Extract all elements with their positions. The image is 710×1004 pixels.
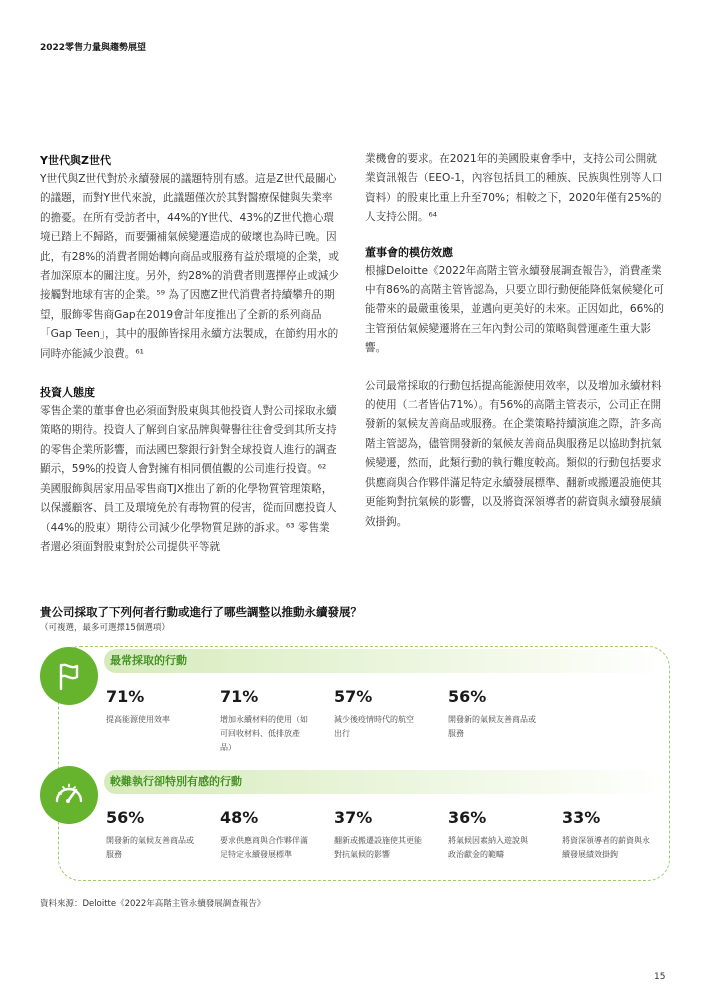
stat-percent: 56%: [106, 808, 145, 827]
stat-item: [334, 687, 414, 741]
stat-item: [220, 687, 308, 755]
stat-description: 開發新的氣候友善商品或服務: [448, 715, 536, 738]
stat-item: [106, 808, 194, 862]
actions-paragraph: 公司最常採取的行動包括提高能源使用效率，以及增加永續材料的使用（二者皆佔71%）。有56%的高階主管表示，公司正在開發新的氣候友善商品或服務。在企業策略持續演進之際，許多高階主管認為，儘管開發新的氣候友善商品與服務足以協助對抗氣候變遷，然而，此類行動的執行難度較高。類似的行動包括要求供應商與合作夥伴滿足特定永續發展標準、翻新或搬遷設施使其更能夠對抗氣候的影響，以及將資深領導者的薪資與永續發展績效掛鉤。: [365, 379, 662, 528]
stat-percent: 71%: [220, 687, 259, 706]
source-note: 資料來源：Deloitte《2022年高階主管永續發展調查報告》: [40, 899, 266, 909]
section-heading-board: 董事會的模仿效應: [365, 245, 453, 259]
survey-title: 貴公司採取了下列何者行動或進行了哪些調整以推動永續發展？: [40, 605, 362, 619]
section-body-investors: 零售企業的董事會也必須面對股東與其他投資人對公司採取永續策略的期待。投資人了解到自家品牌與聲譽往往會受到其所支持的零售企業所影響，而法國巴黎銀行針對全球投資人進行的調查顯示，59%的投資人會對擁有相同價值觀的公司進行投資。⁶² 美國服飾與居家用品零售商TJX推出了新的化學物質管理策略，以保護顧客、員工及環境免於有毒物質的侵害，從而回應投資人（44%的股東）期待公司減少化學物質足跡的訴求。⁶³ 零售業者還必須面對股東對於公司提供平等就: [40, 405, 337, 553]
survey-note: （可複選，最多可選擇15個選項）: [40, 623, 170, 633]
stat-percent: 37%: [334, 808, 373, 827]
stat-item: [562, 808, 654, 862]
section-body-gen-yz: Y世代與Z世代對於永續發展的議題特別有感。這是Z世代最關心的議題，而對Y世代來說，此議題僅次於其對醫療保健與失業率的擔憂。在所有受訪者中，44%的Y世代、43%的Z世代擔心環境已踏上不歸路，而要彌補氣候變遷造成的破壞也為時已晚。因此，有28%的消費者開始轉向商品或服務有益於環境的企業，或者加深原本的關注度。另外，約28%的消費者則選擇停止或減少接觸對地球有害的企業。⁵⁹ 為了因應Z世代消費者持續攀升的期望，服飾零售商Gap在2019會計年度推出了全新的系列商品「Gap Teen」，其中的服飾皆採用永續方法製成，在節約用水的同時亦能減少浪費。⁶¹: [40, 173, 339, 360]
stat-percent: 56%: [448, 687, 487, 706]
group-label-hard-impactful: 較難執行卻特別有感的行動: [104, 770, 664, 794]
page-number: 15: [654, 972, 666, 982]
stat-description: 將氣候因素納入遊說與政治獻金的範疇: [448, 836, 528, 859]
page-header: 2022零售力量與趨勢展望: [40, 43, 147, 53]
gauge-icon: [40, 766, 98, 824]
stat-description: 要求供應商與合作夥伴滿足特定永續發展標準: [220, 836, 308, 859]
stat-description: 開發新的氣候友善商品或服務: [106, 836, 194, 859]
stat-percent: 48%: [220, 808, 259, 827]
stat-item: [448, 687, 542, 741]
stat-item: [448, 808, 534, 862]
stat-item: [220, 808, 312, 862]
section-body-board: 根據Deloitte《2022年高階主管永續發展調查報告》，消費產業中有86%的高階主管皆認為，只要立即行動便能降低氣候變化可能帶來的最嚴重後果，並邁向更美好的未來。正因如此，66%的主管預估氣候變遷將在三年內對公司的策略與營運產生重大影響。: [365, 264, 664, 355]
section-heading-gen-yz: Y世代與Z世代: [40, 154, 111, 167]
section-heading-investors: 投資人態度: [40, 386, 95, 400]
flag-icon: [40, 647, 98, 705]
stat-percent: 33%: [562, 808, 601, 827]
continuation-paragraph: 業機會的要求。在2021年的美國股東會季中，支持公司公開就業資訊報告（EEO-1，內容包括員工的種族、民族與性別等人口資料）的股東比重上升至70%；相較之下，2020年僅有25%的人支持公開。⁶⁴: [365, 153, 663, 224]
group-label-most-common: 最常採取的行動: [104, 649, 664, 673]
stat-description: 翻新或搬遷設施使其更能對抗氣候的影響: [334, 836, 422, 859]
stat-percent: 57%: [334, 687, 373, 706]
stat-item: [106, 687, 216, 727]
stat-description: 增加永續材料的使用（如可回收材料、低排放產品）: [220, 715, 308, 752]
stat-description: 減少後疫情時代的航空出行: [334, 715, 414, 738]
stat-description: 提高能源使用效率: [106, 715, 170, 724]
stat-percent: 71%: [106, 687, 145, 706]
right-column: [365, 150, 665, 532]
stat-percent: 36%: [448, 808, 487, 827]
stat-item: [334, 808, 424, 862]
stat-description: 將資深領導者的薪資與永續發展績效掛鉤: [562, 836, 650, 859]
left-column: [40, 152, 340, 557]
